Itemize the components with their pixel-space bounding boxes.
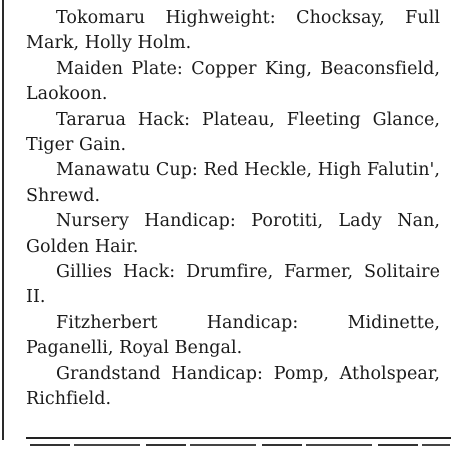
race-name: Manawatu Cup: (56, 160, 198, 181)
race-entry-manawatu-cup (26, 158, 440, 209)
race-name: Tokomaru Highweight: (56, 8, 276, 28)
race-entry-fitzherbert-handicap (26, 311, 440, 362)
race-picks: Copper King, Beaconsfield, Laokoon. (26, 58, 440, 105)
race-picks: Porotiti, Lady Nan, Golden Hair. (26, 211, 440, 257)
race-entry-tararua-hack (26, 108, 440, 159)
race-entry-grandstand-handicap (26, 362, 440, 413)
race-name: Grandstand Handicap: (56, 363, 263, 384)
race-entry-maiden-plate (26, 57, 440, 108)
race-picks: Midinette, Paganelli, Royal Bengal. (26, 312, 440, 359)
race-picks: Drumfire, Farmer, Solitaire II. (26, 262, 440, 308)
race-entry-nursery-handicap (26, 209, 440, 260)
race-picks: Pomp, Atholspear, Richfield. (26, 363, 440, 410)
column-end-dash-rule (30, 444, 450, 446)
race-entry-gillies-hack (26, 260, 440, 311)
race-entry-tokomaru-highweight (26, 6, 440, 57)
race-picks: Chocksay, Full Mark, Holly Holm. (26, 8, 440, 54)
column-end-rule (26, 437, 451, 439)
column-rule-left (2, 0, 4, 440)
race-name: Gillies Hack: (56, 262, 176, 283)
race-selections-list (26, 6, 440, 413)
race-name: Nursery Handicap: (56, 211, 236, 232)
race-name: Fitzherbert Handicap: (56, 312, 299, 333)
race-name: Maiden Plate: (56, 58, 183, 79)
race-name: Tararua Hack: (56, 109, 191, 130)
race-picks: Plateau, Fleeting Glance, Tiger Gain. (26, 109, 440, 156)
race-picks: Red Heckle, High Falutin', Shrewd. (26, 160, 440, 206)
